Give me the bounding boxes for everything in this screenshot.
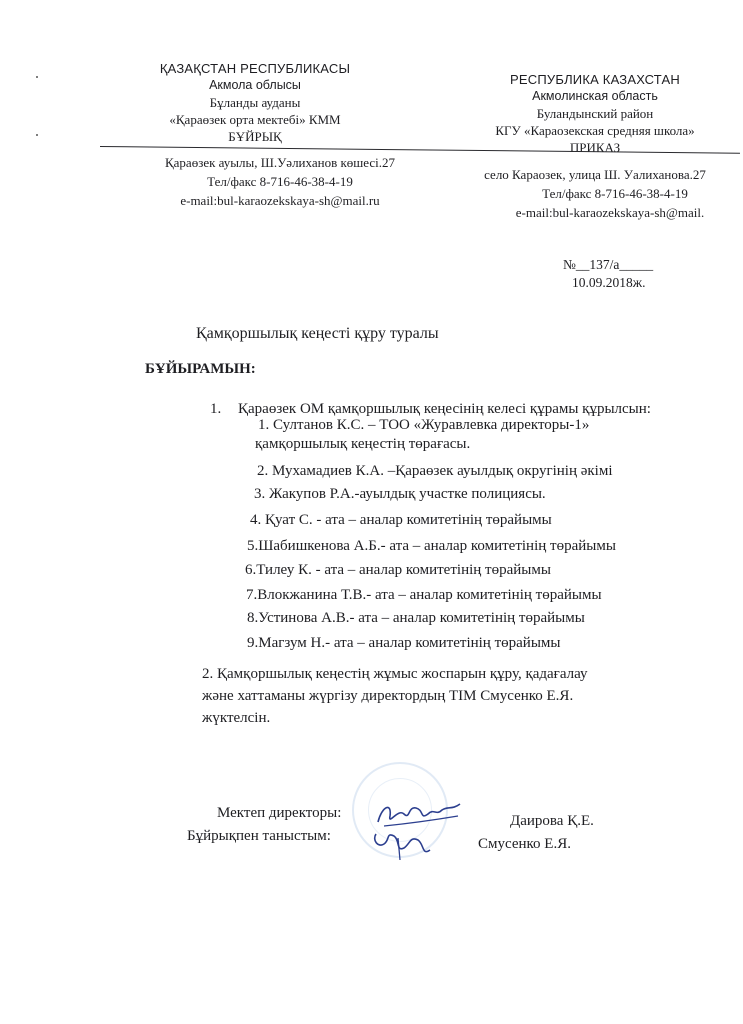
document-title: Қамқоршылық кеңесті құру туралы [196,325,439,342]
header-left [130,60,380,145]
address-right-email: e-mail:bul-karaozekskaya-sh@mail. [515,205,705,220]
header-left-region: Акмола облысы [209,78,301,92]
header-left-doc-type: БҰЙРЫҚ [228,129,282,144]
acquainted-label: Бұйрықпен таныстым: [187,828,331,844]
address-right-street: село Караозек, улица Ш. Уалиханова.27 [484,167,706,182]
address-left-phone: Тел/факс 8-716-46-38-4-19 [207,174,353,189]
list-item: 8.Устинова А.В.- ата – аналар комитетінің төрайымы [247,610,585,626]
list-item: 1. Султанов К.С. – ТОО «Журавлевка директоры-1» [258,417,590,433]
list-item: 7.Влокжанина Т.В.- ата – аналар комитетінің төрайымы [246,587,602,603]
list-item: 9.Магзум Н.- ата – аналар комитетінің төрайымы [247,635,561,651]
scan-speck [36,76,38,78]
header-left-district: Бұланды ауданы [209,95,301,110]
order-date: 10.09.2018ж. [572,275,646,290]
header-right-republic: РЕСПУБЛИКА КАЗАХСТАН [510,72,680,87]
list-item: 4. Қуат С. - ата – аналар комитетінің төрайымы [250,512,552,528]
scan-speck [36,134,38,136]
list-item: 3. Жакупов Р.А.-ауылдық участке полициясы. [254,486,546,502]
address-left-email: e-mail:bul-karaozekskaya-sh@mail.ru [180,193,380,208]
list-item: қамқоршылық кеңестің төрағасы. [255,436,471,452]
item-1-number: 1. [210,401,222,417]
header-right [470,71,720,156]
list-item: 2. Мухамадиев К.А. –Қараөзек ауылдық округінің әкімі [257,463,613,479]
header-right-region: Акмолинская область [532,89,658,103]
acquainted-signature [370,826,450,862]
header-left-school: «Қараөзек орта мектебі» КММ [169,112,341,127]
order-word: БҰЙЫРАМЫН: [145,361,256,377]
list-item: 5.Шабишкенова А.Б.- ата – аналар комитетінің төрайымы [247,538,616,554]
director-label: Мектеп директоры: [217,805,342,821]
address-right [455,165,735,222]
acquainted-name: Смусенко Е.Я. [478,836,571,852]
list-item: 6.Тилеу К. - ата – аналар комитетінің төрайымы [245,562,551,578]
header-right-district: Буландынский район [536,106,654,121]
order-number: №__137/а_____ [563,257,654,272]
header-right-doc-type: ПРИКАЗ [569,140,621,155]
item-2-line-1: 2. Қамқоршылық кеңестің жұмыс жоспарын құру, қадағалау [202,666,588,682]
header-left-republic: ҚАЗАҚСТАН РЕСПУБЛИКАСЫ [159,61,351,76]
item-2-line-2: және хаттаманы жүргізу директордың ТІМ Смусенко Е.Я. [202,688,574,704]
director-name: Даирова Қ.Е. [510,813,594,829]
address-left-street: Қараөзек ауылы, Ш.Уәлиханов көшесі.27 [164,155,396,170]
item-2-line-3: жүктелсін. [202,710,271,726]
address-right-phone: Тел/факс 8-716-46-38-4-19 [542,186,688,201]
header-right-school: КГУ «Караозекская средняя школа» [495,123,695,138]
address-left [140,153,420,210]
item-1-text: Қараөзек ОМ қамқоршылық кеңесінің келесі құрамы құрылсын: [238,401,651,417]
